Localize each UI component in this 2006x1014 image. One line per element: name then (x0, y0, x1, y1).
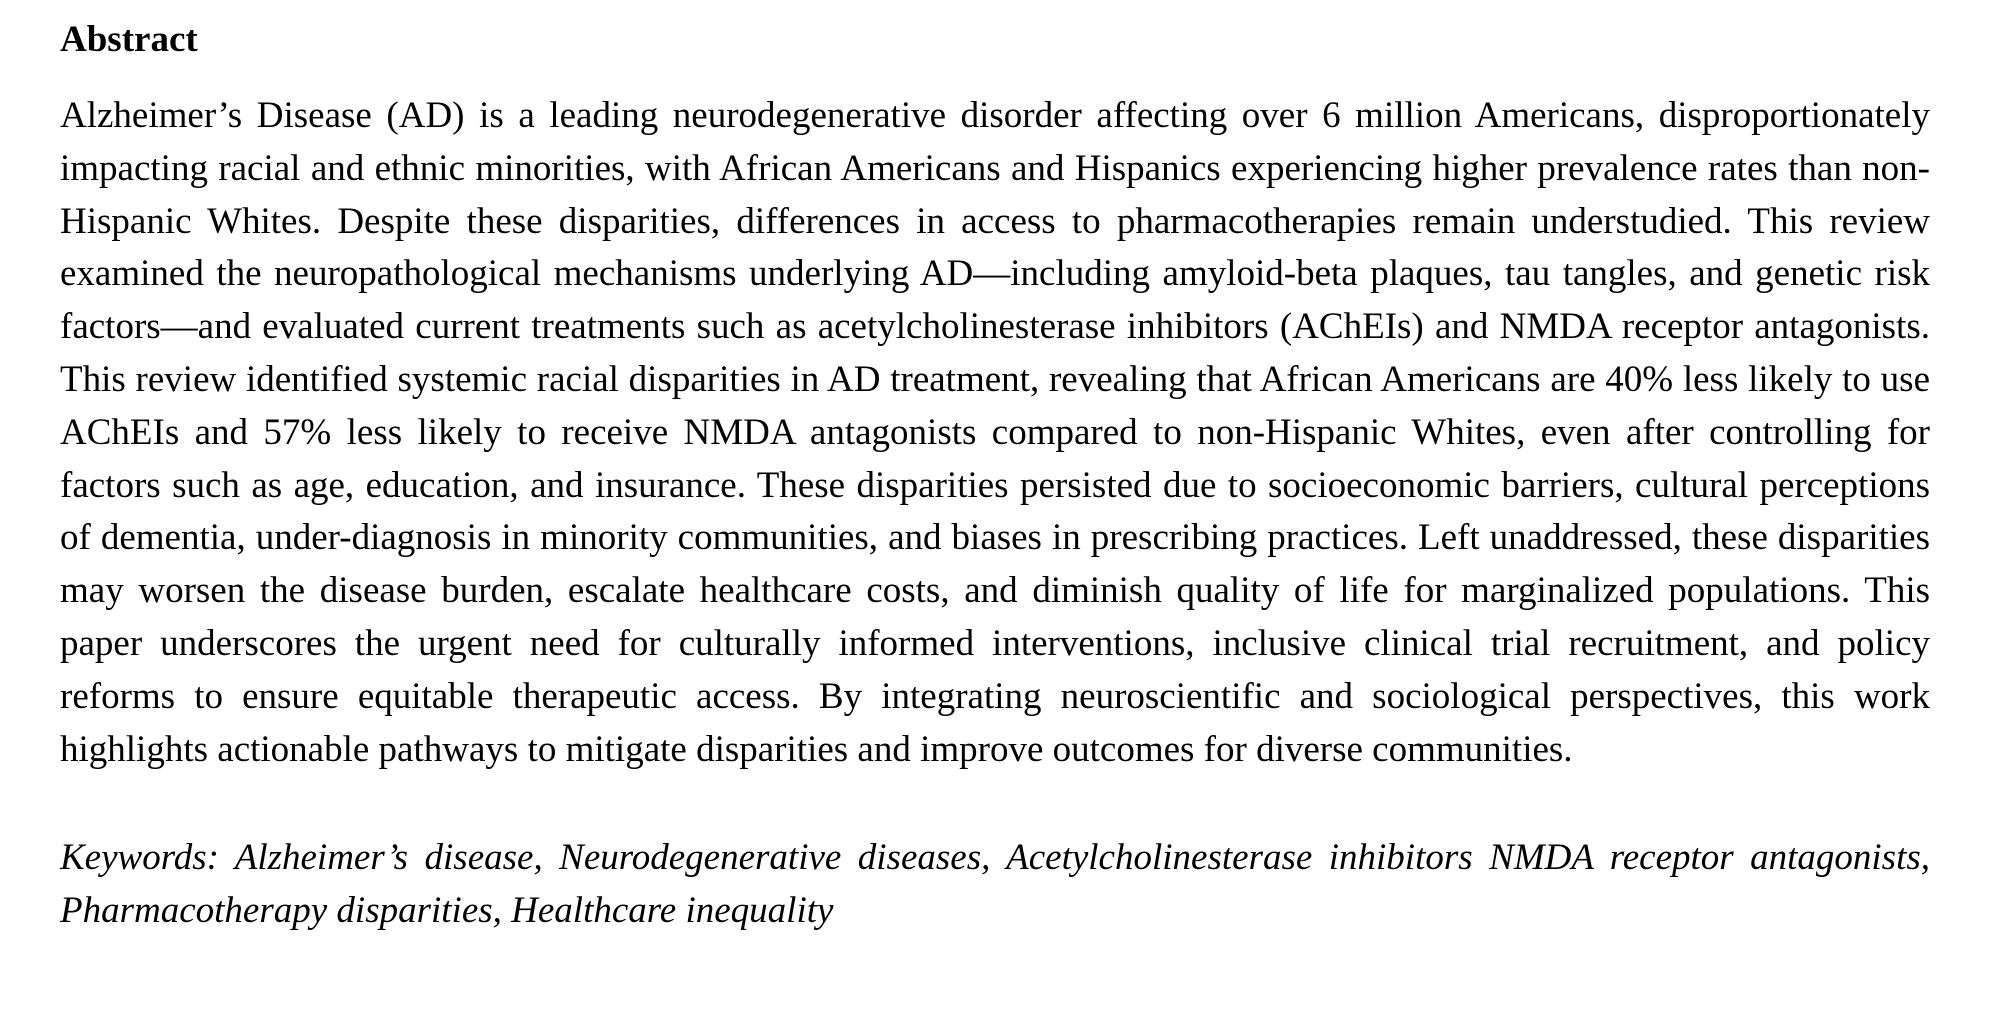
abstract-section (60, 18, 1930, 938)
abstract-body: Alzheimer’s Disease (AD) is a leading neurodegenerative disorder affecting over 6 million Americans, disproportionately impacting racial and ethnic minorities, with African Americans and Hispanics experiencing higher prevalence rates than non-Hispanic Whites. Despite these disparities, differences in access to pharmacotherapies remain understudied. This review examined the neuropathological mechanisms underlying AD—including amyloid-beta plaques, tau tangles, and genetic risk factors—and evaluated current treatments such as acetylcholinesterase inhibitors (AChEIs) and NMDA receptor antagonists. This review identified systemic racial disparities in AD treatment, revealing that African Americans are 40% less likely to use AChEIs and 57% less likely to receive NMDA antagonists compared to non-Hispanic Whites, even after controlling for factors such as age, education, and insurance. These disparities persisted due to socioeconomic barriers, cultural perceptions of dementia, under-diagnosis in minority communities, and biases in prescribing practices. Left unaddressed, these disparities may worsen the disease burden, escalate healthcare costs, and diminish quality of life for marginalized populations. This paper underscores the urgent need for culturally informed interventions, inclusive clinical trial recruitment, and policy reforms to ensure equitable therapeutic access. By integrating neuroscientific and sociological perspectives, this work highlights actionable pathways to mitigate disparities and improve outcomes for diverse communities. (60, 95, 1930, 770)
abstract-heading: Abstract (60, 19, 198, 60)
keywords-line: Keywords: Alzheimer’s disease, Neurodegenerative diseases, Acetylcholinesterase inhibitors NMDA receptor antagonists, Pharmacotherapy disparities, Healthcare inequality (60, 837, 1930, 932)
